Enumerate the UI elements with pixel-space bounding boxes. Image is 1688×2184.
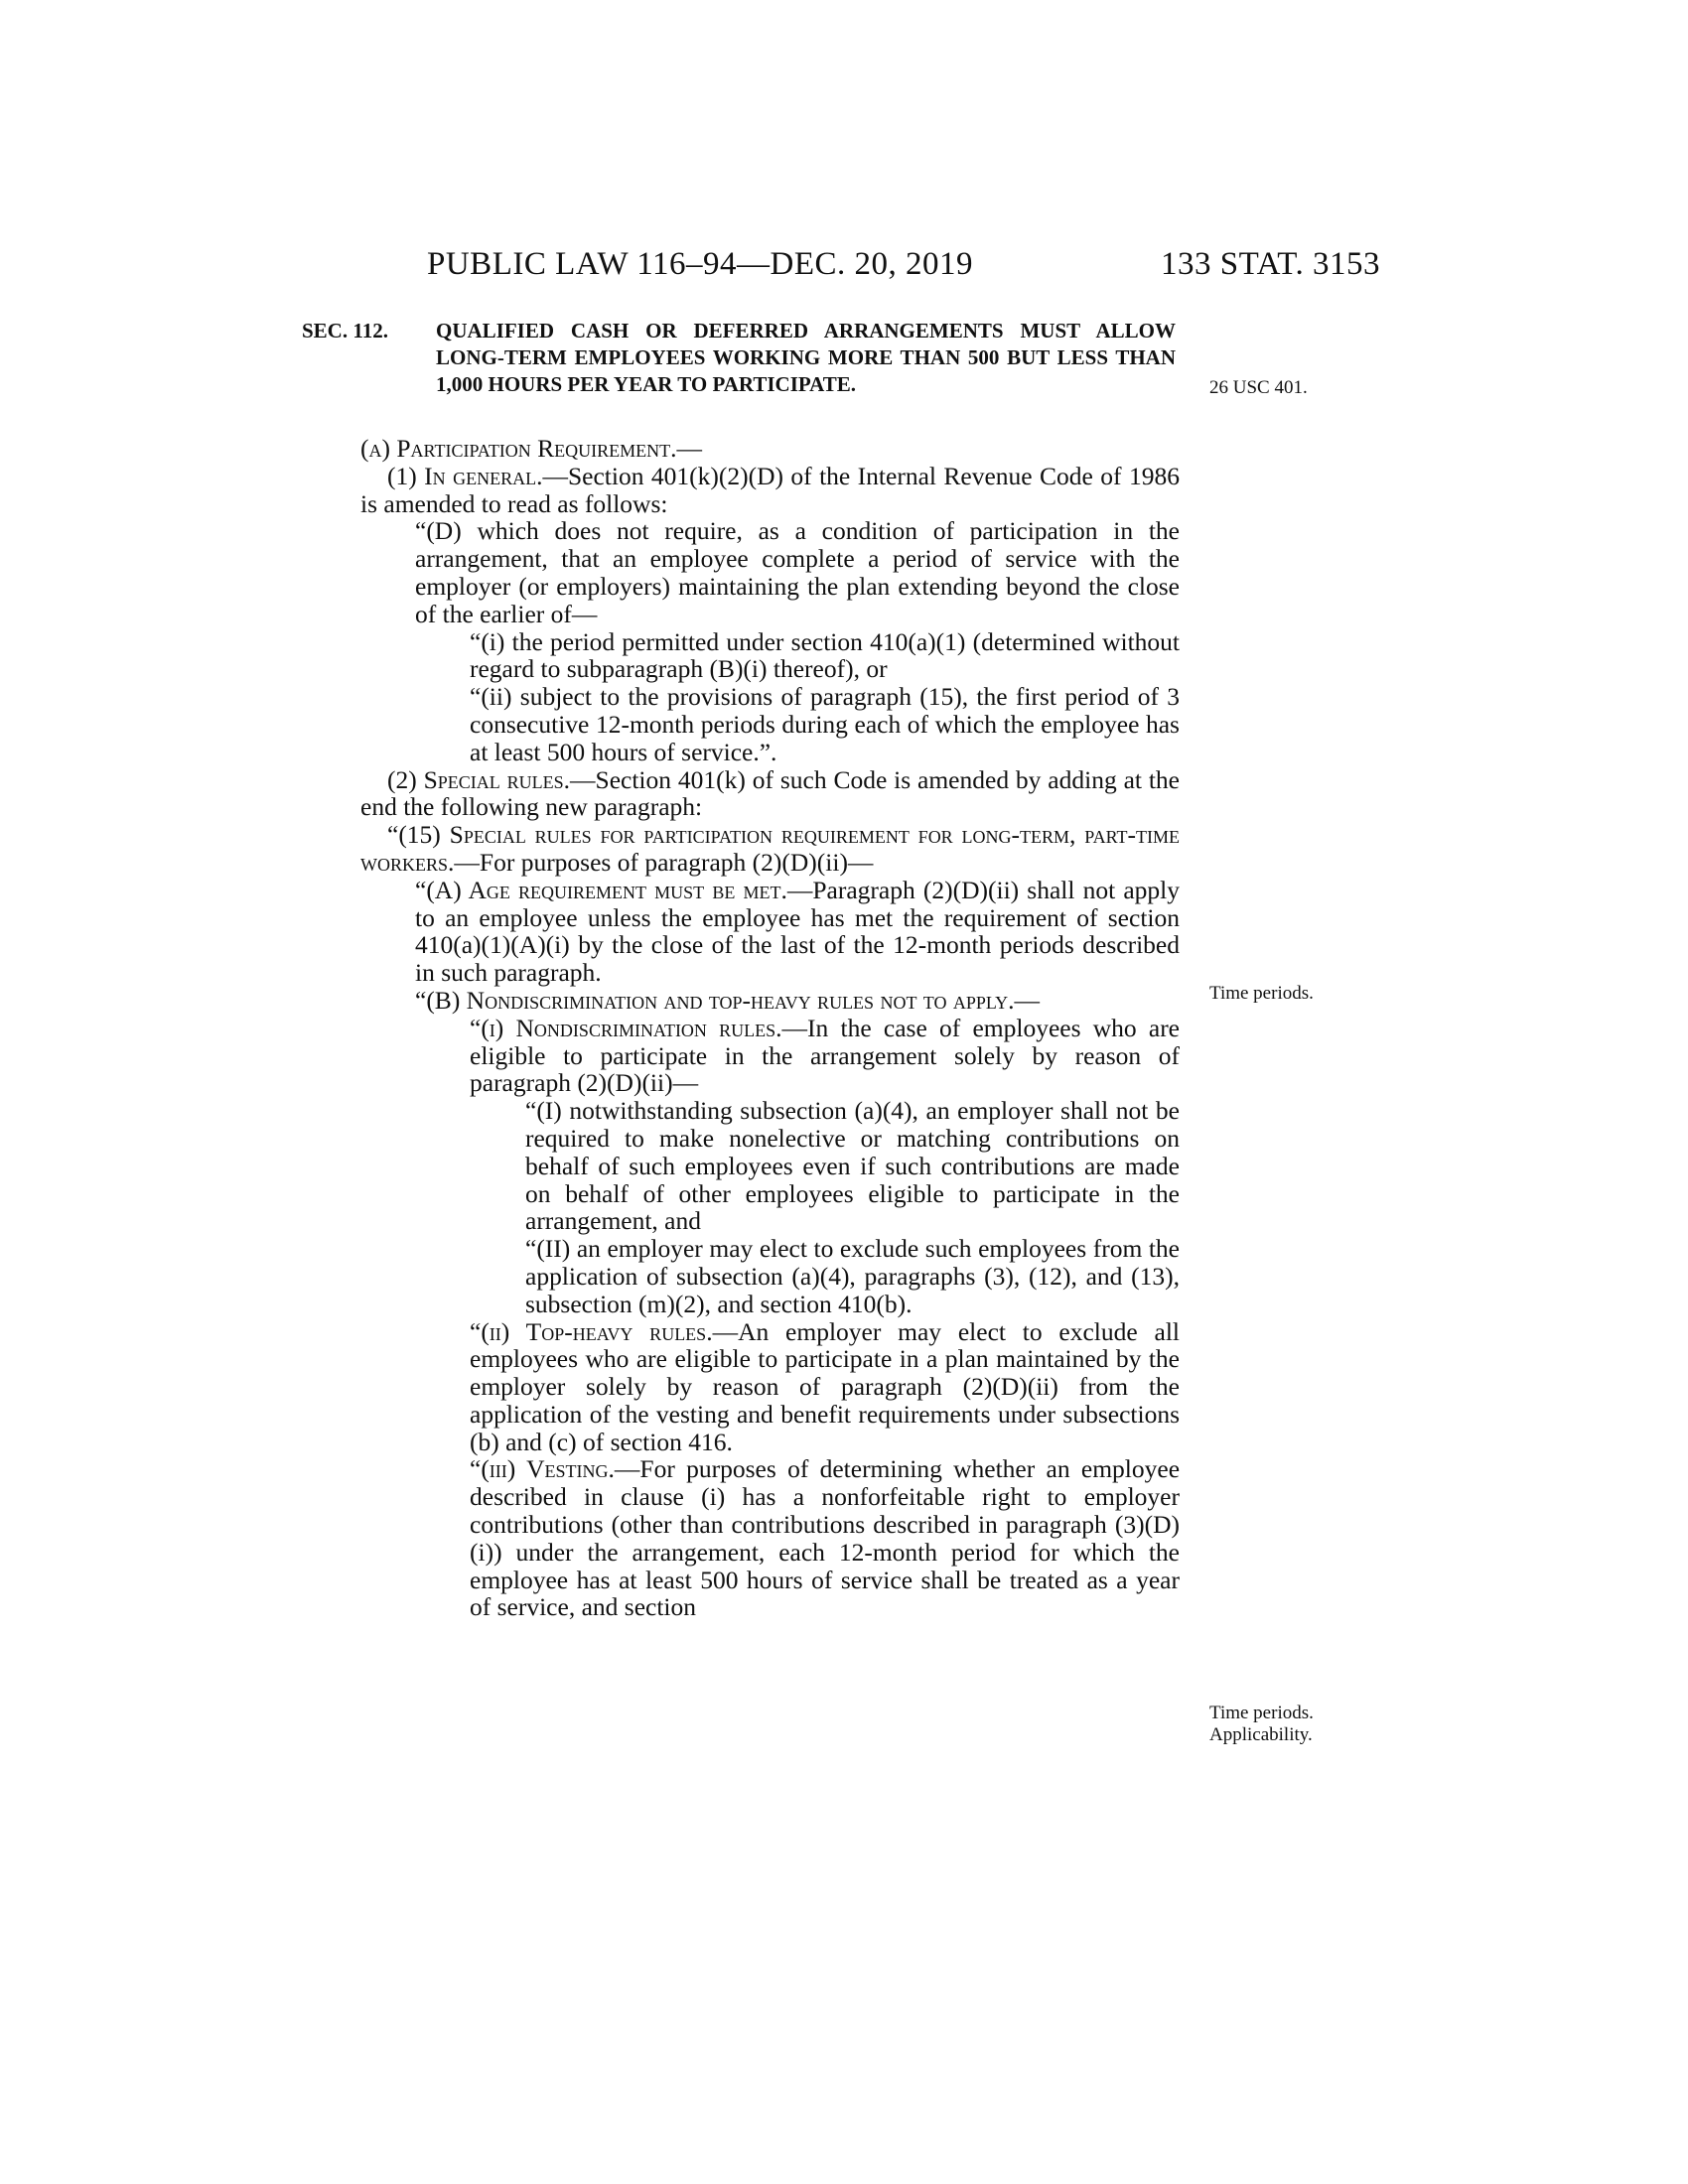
- subparagraph-a: “(A) Age requirement must be met.—Paragraph (2)(D)(ii) shall not apply to an employee unless the employee has met the requirement of section 410(a)(1)(A)(i) by the close of the last of the 12-month periods described in such paragraph.: [415, 875, 1180, 988]
- section-heading: [302, 318, 1176, 398]
- margin-note-applicability: Applicability.: [1209, 1724, 1313, 1745]
- subparagraph-b: “(B) Nondiscrimination and top-heavy rules not to apply.—: [415, 985, 1040, 1015]
- clause-b-i: “(i) Nondiscrimination rules.—In the case of employees who are eligible to participate in the arrangement solely by reason of paragraph (2)(D)(ii)—: [470, 1013, 1180, 1098]
- page-header: [328, 246, 1380, 286]
- law-title: PUBLIC LAW 116–94—DEC. 20, 2019: [427, 246, 974, 282]
- clause-b-ii: “(ii) Top-heavy rules.—An employer may elect to exclude all employees who are eligible to participate in a plan maintained by the employer solely by reason of paragraph (2)(D)(ii) from the application of the vesting and benefit requirements under subsections (b) and (c) of section 416.: [470, 1316, 1180, 1456]
- clause-d-i: “(i) the period permitted under section 410(a)(1) (determined without regard to subparagraph (B)(i) thereof), or: [470, 626, 1180, 684]
- margin-note-time-periods: Time periods.: [1209, 983, 1314, 1004]
- paragraph-2: (2) Special rules.—Section 401(k) of such Code is amended by adding at the end the following new paragraph:: [360, 764, 1180, 822]
- stat-page-number: 133 STAT. 3153: [1160, 246, 1380, 282]
- paragraph-1: (1) In general.—Section 401(k)(2)(D) of the Internal Revenue Code of 1986 is amended to read as follows:: [360, 461, 1180, 518]
- clause-d: “(D) which does not require, as a condition of participation in the arrangement, that an employee complete a period of service with the employer (or employers) maintaining the plan extending beyond the close of the earlier of—: [415, 516, 1180, 628]
- section-body: [360, 435, 1180, 1621]
- paragraph-15: “(15) Special rules for participation requirement for long-term, part-time workers.—For purposes of paragraph (2)(D)(ii)—: [360, 820, 1180, 877]
- margin-note-time-periods: Time periods.: [1209, 1703, 1314, 1723]
- clause-b-iii: “(iii) Vesting.—For purposes of determining whether an employee described in clause (i) has a nonforfeitable right to employer contributions (other than contributions described in paragraph (3)(D)(i)) under the arrangement, each 12-month period for which the employee has at least 500 hours of service shall be treated as a year of service, and section: [470, 1454, 1181, 1622]
- section-label: SEC. 112.: [302, 319, 388, 342]
- section-title: QUALIFIED CASH OR DEFERRED ARRANGEMENTS MUST ALLOW LONG-TERM EMPLOYEES WORKING MORE THAN 500 BUT LESS THAN 1,000 HOURS PER YEAR TO PARTICIPATE.: [436, 319, 1176, 396]
- subclause-b-i-II: “(II) an employer may elect to exclude such employees from the application of subsection (a)(4), paragraphs (3), (12), and (13), subsection (m)(2), and section 410(b).: [525, 1234, 1180, 1318]
- margin-note-usc: 26 USC 401.: [1209, 377, 1308, 398]
- clause-d-ii: “(ii) subject to the provisions of paragraph (15), the first period of 3 consecutive 12-month periods during each of which the employee has at least 500 hours of service.”.: [470, 682, 1180, 766]
- subsection-a-heading: (a) Participation Requirement.—: [360, 434, 703, 463]
- subclause-b-i-I: “(I) notwithstanding subsection (a)(4), an employer shall not be required to make nonelective or matching contributions on behalf of such employees even if such contributions are made on behalf of other employees eligible to participate in the arrangement, and: [525, 1096, 1180, 1236]
